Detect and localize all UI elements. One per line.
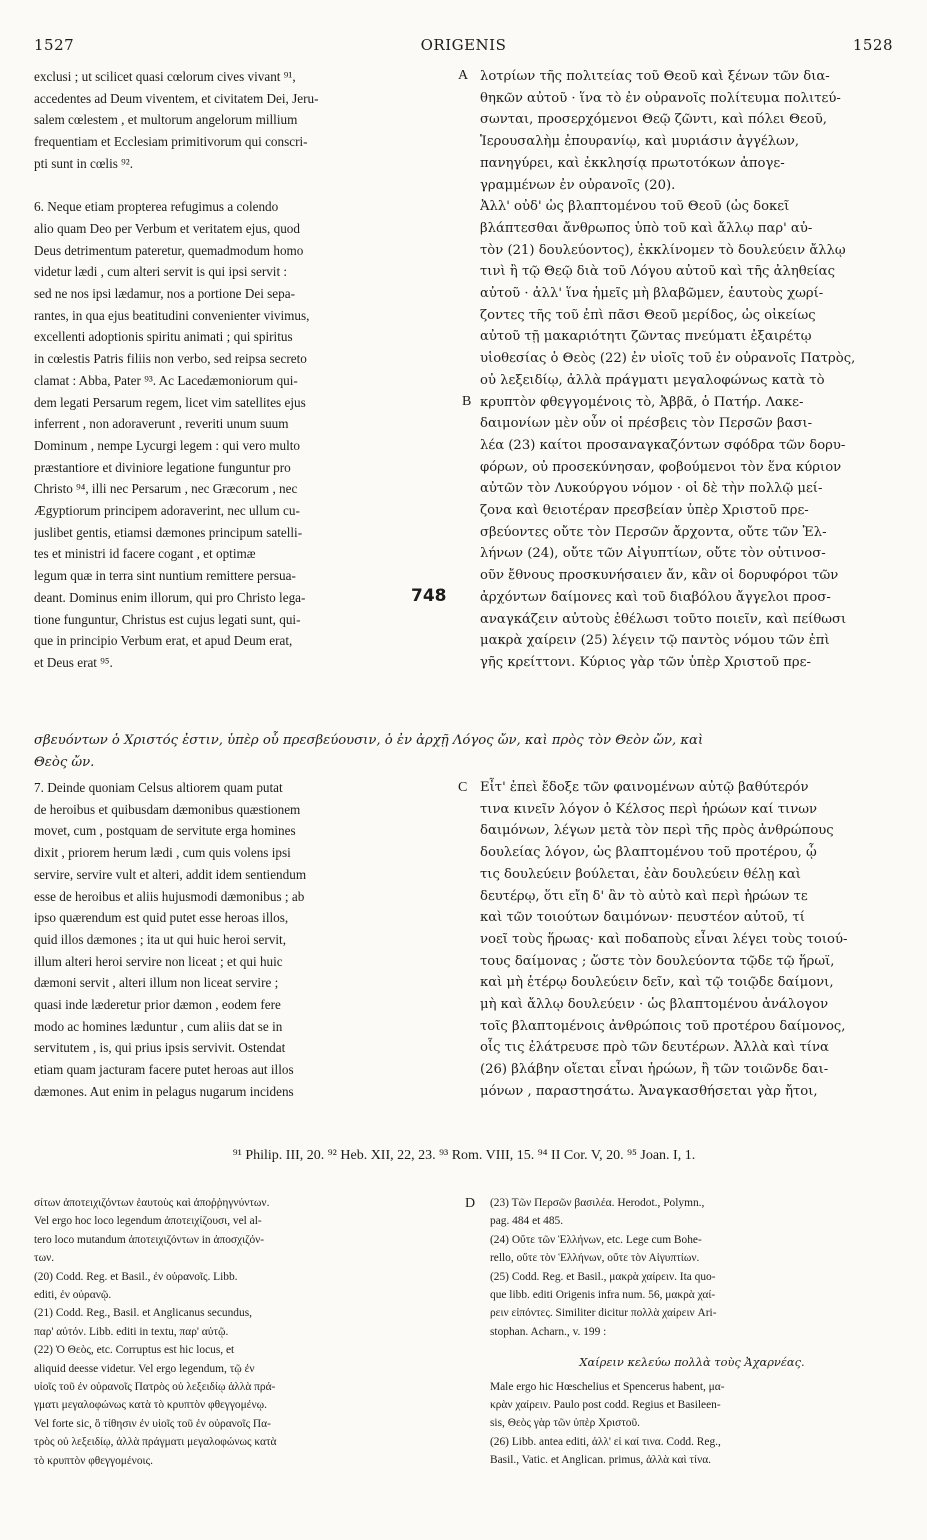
text-line: ζοντες τῆς τοῦ ἐπὶ πᾶσι Θεοῦ μερίδος, ὡς οἰκείως: [480, 307, 816, 323]
text-line: alio quam Deo per Verbum et veritatem ejus, quod: [34, 220, 300, 236]
footnote-line: (24) Οὔτε τῶν Ἑλλήνων, etc. Lege cum Bohe-: [490, 1233, 702, 1246]
text-line: frequentiam et Ecclesiam primitivorum qui conscri-: [34, 134, 308, 150]
footnote-line: κρὰν χαίρειν. Paulo post codd. Regius et Basileen-: [490, 1399, 721, 1412]
text-line: dixit , priorem herum lædi , cum quis volens ipsi: [34, 845, 291, 861]
text-line: τὸν (21) δουλεύοντος), ἐκκλίνομεν τὸ δουλεύειν ἄλλῳ: [480, 242, 846, 258]
footnote-line: (21) Codd. Reg., Basil. et Anglicanus secundus,: [34, 1307, 252, 1320]
footnote-line: pag. 484 et 485.: [490, 1215, 564, 1228]
footnote-line: stophan. Acharn., v. 199 :: [490, 1325, 607, 1338]
text-line: οἷς τις ἐλάτρευσε πρὸ τῶν δευτέρων. Ἀλλὰ καὶ τίνα: [480, 1040, 829, 1056]
text-line: pti sunt in cœlis ⁹².: [34, 155, 134, 171]
footnote-line: (22) Ὁ Θεὸς, etc. Corruptus est hic locus, et: [34, 1344, 235, 1357]
running-title: ORIGENIS: [420, 36, 507, 54]
text-line: rantes, in qua ejus beatitudini convenienter vivimus,: [34, 307, 310, 323]
text-line: νοεῖ τοὺς ἥρωας· καὶ ποδαποὺς εἶναι λέγει τοὺς τοιού-: [480, 931, 848, 947]
text-line: αὐτοῦ · ἀλλ' ἵνα ἡμεῖς μὴ βλαβῶμεν, ἑαυτοὺς χωρί-: [480, 286, 824, 302]
text-line: exclusi ; ut scilicet quasi cœlorum cives vivant ⁹¹,: [34, 69, 296, 84]
text-line: movet, cum , postquam de servitute erga homines: [34, 823, 296, 839]
text-line: Θεὸς ὤν.: [34, 754, 95, 770]
footnote-line: aliquid deesse videtur. Vel ergo legendum, τῷ ἐν: [34, 1362, 255, 1375]
page-number-right: 1528: [852, 36, 893, 54]
text-line: ἀρχόντων δαίμονες καὶ τοῦ διαβόλου ἄγγελοι προσ-: [480, 589, 831, 605]
scripture-references: ⁹¹ Philip. III, 20. ⁹² Heb. XII, 22, 23. ⁹³ Rom. VIII, 15. ⁹⁴ II Cor. V, 20. ⁹⁵ Joan. I, 1.: [232, 1148, 696, 1163]
text-line: præstantiore et diviniore legatione funguntur pro: [34, 459, 291, 475]
latin-column-top: [34, 66, 454, 674]
footnote-line: των.: [34, 1252, 55, 1265]
text-line: τινα κινεῖν λόγον ὁ Κέλσος περὶ ἡρώων καί τινων: [480, 801, 817, 817]
footnote-line: υἱοῖς τοῦ ἐν οὐρανοῖς Πατρὸς οὐ λεξειδίῳ ἀλλὰ πρά-: [34, 1381, 276, 1394]
footnote-line: editi, ἐν οὐρανῷ.: [34, 1289, 112, 1302]
text-line: δαιμόνων, λέγων μετὰ τὸν περὶ τῆς πρὸς ἀνθρώπους: [480, 823, 834, 839]
text-line: αναγκάζειν αὐτοὺς ἐθέλωσι τοῦτο ποιεῖν, καὶ πείθωσι: [480, 611, 847, 627]
text-line: illum alteri heroi servire non liceat ; et qui huic: [34, 953, 283, 969]
footnote-line: παρ' αὐτόν. Libb. editi in textu, παρ' αὐτῷ.: [34, 1325, 229, 1338]
text-line: γῆς κρείττονι. Κύριος γὰρ τῶν ὑπὲρ Χριστοῦ πρε-: [480, 654, 811, 670]
text-line: dæmoni servit , alteri illum non liceat servire ;: [34, 975, 279, 991]
text-line: σωνται, προσερχόμενοι Θεῷ ζῶντι, καὶ πόλει Θεοῦ,: [480, 112, 827, 128]
text-line: οῦν ἔθνους προσκυνήσαιεν ἄν, κἂν οἱ δορυφόροι τῶν: [480, 568, 839, 584]
footnote-line: que libb. editi Origenis infra num. 56, μακρὰ χαί-: [490, 1289, 716, 1302]
text-line: et Deus erat ⁹⁵.: [34, 654, 113, 670]
text-line: tes et ministri id facere cogant , et optimæ: [34, 546, 256, 562]
footnote-line: (23) Τῶν Περσῶν βασιλέα. Herodot., Polymn.,: [490, 1197, 705, 1209]
text-line: legum quæ in terra sint nuntium remittere persua-: [34, 568, 296, 584]
text-line: λοτρίων τῆς πολιτείας τοῦ Θεοῦ καὶ ξένων τῶν δια-: [480, 69, 830, 84]
footnotes-left: [34, 1194, 454, 1470]
text-line: de heroibus et quibusdam dæmonibus quæstionem: [34, 801, 301, 817]
text-line: τις δουλεύειν βούλεται, ἐὰν δουλεύειν θέλῃ καὶ: [480, 866, 801, 882]
footnote-line: σίτων ἀποτειχιζόντων ἑαυτοὺς καὶ ἀποῤῥηγνύντων.: [34, 1197, 270, 1209]
text-line: [34, 175, 454, 197]
text-line: que in principio Verbum erat, et apud Deum erat,: [34, 633, 293, 649]
text-line: Deus detrimentum pateretur, quemadmodum homo: [34, 242, 304, 258]
text-line: etiam quam jacturam facere putet heroas aut illos: [34, 1062, 294, 1078]
text-line: ipso quærendum est quid putet esse heroas illos,: [34, 910, 289, 926]
footnote-line: ρειν εἰπόντες. Similiter dicitur πολλὰ χαίρειν Ari-: [490, 1307, 717, 1320]
margin-letter-d: D: [465, 1196, 476, 1211]
text-line: Ægyptiorum principem adoraverint, nec ullum cu-: [34, 503, 300, 519]
text-line: 7. Deinde quoniam Celsus altiorem quam putat: [34, 780, 283, 795]
text-line: γραμμένων ἐν οὐρανοῖς (20).: [480, 177, 676, 193]
text-line: 6. Neque etiam propterea refugimus a colendo: [34, 199, 279, 215]
text-line: Ἀλλ' οὐδ' ὡς βλαπτομένου τοῦ Θεοῦ (ὡς δοκεῖ: [480, 199, 790, 215]
footnote-line: tero loco mutandum ἀποτειχιζόντων in ἀποσχιζόν-: [34, 1233, 265, 1246]
text-line: υἱοθεσίας ὁ Θεὸς (22) ἐν υἱοῖς τοῦ ἐν οὐρανοῖς Πατρὸς,: [480, 351, 856, 367]
footnote-line: (20) Codd. Reg. et Basil., ἐν οὐρανοῖς. Libb.: [34, 1270, 238, 1283]
footnote-line: (25) Codd. Reg. et Basil., μακρὰ χαίρειν. Ita quo-: [490, 1270, 716, 1283]
footnote-line: γματι μεγαλοφώνως κατὰ τὸ κρυπτὸν φθεγγομένῳ.: [34, 1399, 267, 1412]
text-line: inferrent , non adoraverunt , reveriti unum suum: [34, 416, 289, 432]
text-line: δαιμονίων μὲν οὖν οἱ πρέσβεις τὸν Περσῶν βασι-: [480, 416, 813, 432]
greek-column-top: [480, 66, 894, 674]
text-line: σβευόντων ὁ Χριστός ἐστιν, ὑπὲρ οὗ πρεσβεύουσιν, ὁ ἐν ἀρχῇ Λόγος ὤν, καὶ πρὸς τὸν Θεὸν ὤν, καὶ: [34, 733, 704, 748]
greek-full-width: [34, 730, 894, 773]
text-line: Christo ⁹⁴, illi nec Persarum , nec Græcorum , nec: [34, 481, 298, 497]
text-line: μακρὰ χαίρειν (25) λέγειν τῷ παντὸς νόμου τῶν ἐπὶ: [480, 633, 830, 649]
column-number-748: 748: [411, 586, 447, 606]
latin-column-bottom: [34, 777, 454, 1103]
text-line: juslibet gentis, etiamsi dæmones principum satelli-: [34, 524, 303, 540]
text-line: quasi inde læderetur prior dæmon , eodem fere: [34, 997, 281, 1013]
text-line: esse de heroibus et aliis hujusmodi dæmonibus ; ab: [34, 888, 305, 904]
footnote-line: τρὸς οὐ λεξειδίῳ, ἀλλὰ πράγματι μεγαλοφώνως κατὰ: [34, 1436, 277, 1449]
text-line: tione funguntur, Christus est cujus legati sunt, qui-: [34, 611, 301, 627]
footnote-line: Vel ergo hoc loco legendum ἀποτειχίζουσι, vel al-: [34, 1215, 262, 1228]
text-line: καὶ τῶν τοιούτων δαιμόνων· πευστέον αὐτοῦ, τί: [480, 910, 805, 926]
text-line: clamat : Abba, Pater ⁹³. Ac Lacedæmoniorum qui-: [34, 372, 298, 388]
text-line: μὴ καὶ ἄλλῳ δουλεύειν · ὡς βλαπτομένου ἀνάλογον: [480, 997, 829, 1013]
text-line: μόνων , παραστησάτω. Ἀναγκασθήσεται γὰρ ἤτοι,: [480, 1083, 818, 1099]
text-line: οὐ λεξειδίῳ, ἀλλὰ πράγματι μεγαλοφώνως κατὰ τὸ: [480, 372, 825, 388]
text-line: excellenti adoptionis spiritu animati ; qui spiritus: [34, 329, 293, 345]
text-line: servire, servire vult et alteri, addit idem sentiendum: [34, 866, 307, 882]
footnote-line: Basil., Vatic. et Anglican. primus, ἀλλὰ καὶ τίνα.: [490, 1454, 712, 1467]
text-line: salem cœlestem , et multorum angelorum millium: [34, 112, 298, 128]
footnote-line: (26) Libb. antea editi, ἀλλ' εἰ καί τινα. Codd. Reg.,: [490, 1435, 721, 1448]
footnote-line: Vel forte sic, ὃ τίθησιν ἐν υἱοῖς τοῦ ἐν οὐρανοῖς Πα-: [34, 1417, 271, 1430]
margin-letter-c: C: [458, 780, 468, 795]
text-line: accedentes ad Deum viventem, et civitatem Dei, Jeru-: [34, 90, 319, 106]
text-line: τους δαίμονας ; ὥστε τὸν δουλεύοντα τῷδε τῷ ἥρωϊ,: [480, 953, 835, 969]
text-line: δουλείας λόγον, ὡς βλαπτομένου τοῦ προτέρου, ᾧ: [480, 845, 817, 861]
footnote-line: rello, οὔτε τὸν Ἑλλήνων, οὔτε τὸν Αἰγυπτίων.: [490, 1252, 700, 1265]
text-line: θηκῶν αὐτοῦ · ἵνα τὸ ἐν οὐρανοῖς πολίτευμα πολιτεύ-: [480, 90, 841, 106]
text-line: καὶ μὴ ἑτέρῳ δουλεύειν δεῖν, καὶ τῷ τοιῷδε δαίμονι,: [480, 975, 834, 991]
text-line: δευτέρῳ, ὅτι εἴη δ' ἂν τὸ αὐτὸ καὶ περὶ ἡρώων τε: [480, 888, 808, 904]
text-line: σβεύοντες οὔτε τὸν Περσῶν ἄρχοντα, οὔτε τῶν Ἑλ-: [480, 524, 827, 540]
text-line: videtur lædi , cum alteri servit is qui ipsi servit :: [34, 264, 288, 280]
text-line: κρυπτὸν φθεγγομένοις τὸ, Ἀββᾶ, ὁ Πατήρ. Λακε-: [480, 394, 804, 410]
greek-column-bottom: [480, 777, 894, 1103]
margin-letter-a: A: [458, 68, 469, 83]
text-line: Dominum , nempe Lycurgi legem : qui vero multo: [34, 437, 301, 453]
text-line: dæmones. Aut enim in pelagus nugarum incidens: [34, 1083, 294, 1099]
text-line: sed ne nos ipsi lædamur, nos a portione Dei sepa-: [34, 286, 295, 302]
footnote-line: Male ergo hic Hœschelius et Spencerus habent, μα-: [490, 1380, 725, 1393]
text-line: βλάπτεσθαι ἄνθρωπος ὑπὸ τοῦ καὶ ἄλλῳ παρ' αὐ-: [480, 220, 813, 236]
text-line: Εἶτ' ἐπεὶ ἔδοξε τῶν φαινομένων αὐτῷ βαθύτερόν: [480, 780, 809, 795]
footnotes-right: [490, 1194, 894, 1470]
text-line: τοῖς βλαπτομένοις ἀνθρώποις τοῦ προτέρου δαίμονος,: [480, 1018, 846, 1034]
text-line: λήνων (24), οὔτε τῶν Αἰγυπτίων, οὔτε τὸν οὑτινοσ-: [480, 546, 826, 562]
footnote-line: sis, Θεὸς γὰρ τῶν ὑπὲρ Χριστοῦ.: [490, 1417, 640, 1430]
text-line: πανηγύρει, καὶ ἐκκλησίᾳ πρωτοτόκων ἀπογε-: [480, 155, 785, 171]
text-line: αὐτῶν τὸν Λυκούργου νόμον · οἱ δὲ τὴν πολλῷ μεί-: [480, 481, 823, 497]
text-line: φόρων, οὐ προσεκύνησαν, φοβούμενοι τὸν ἕνα κύριον: [480, 459, 842, 475]
text-line: Ἱερουσαλὴμ ἐπουρανίῳ, καὶ μυριάσιν ἀγγέλων,: [480, 134, 800, 150]
text-line: deant. Dominus enim illorum, qui pro Christo lega-: [34, 589, 306, 605]
footnote-line: τὸ κρυπτὸν φθεγγομένοις.: [34, 1454, 153, 1467]
text-line: τινὶ ἢ τῷ Θεῷ διὰ τοῦ Λόγου αὐτοῦ καὶ τῆς ἀληθείας: [480, 264, 835, 280]
aristophanes-verse: Χαίρειν κελεύω πολλὰ τοὺς Ἀχαρνέας.: [579, 1355, 805, 1370]
page-header: [34, 36, 893, 58]
text-line: αὐτοῦ τῇ μακαριότητι ζῶντας πνεύματι ἐξαιρέτῳ: [480, 329, 812, 345]
text-line: λέα (23) καίτοι προσαναγκαζόντων σφόδρα τῶν δορυ-: [480, 437, 846, 453]
text-line: dem legati Persarum regem, licet vim satellites ejus: [34, 394, 306, 410]
text-line: ζονα καὶ θειοτέραν πρεσβείαν ὑπὲρ Χριστοῦ πρε-: [480, 503, 809, 519]
text-line: servitutem , is, qui prius ipsis servivit. Ostendat: [34, 1040, 286, 1056]
text-line: quid illos dæmones ; ita ut qui huic heroi servit,: [34, 931, 287, 947]
margin-letter-b: B: [462, 394, 472, 409]
text-line: modo ac homines læduntur , cum aliis dat se in: [34, 1018, 283, 1034]
page-number-left: 1527: [34, 36, 75, 54]
text-line: in cœlestis Patris filiis non verbo, sed reipsa secreto: [34, 351, 307, 367]
text-line: (26) βλάβην οἴεται εἶναι ἡρώων, ἢ τῶν τοιῶνδε δαι-: [480, 1062, 829, 1078]
